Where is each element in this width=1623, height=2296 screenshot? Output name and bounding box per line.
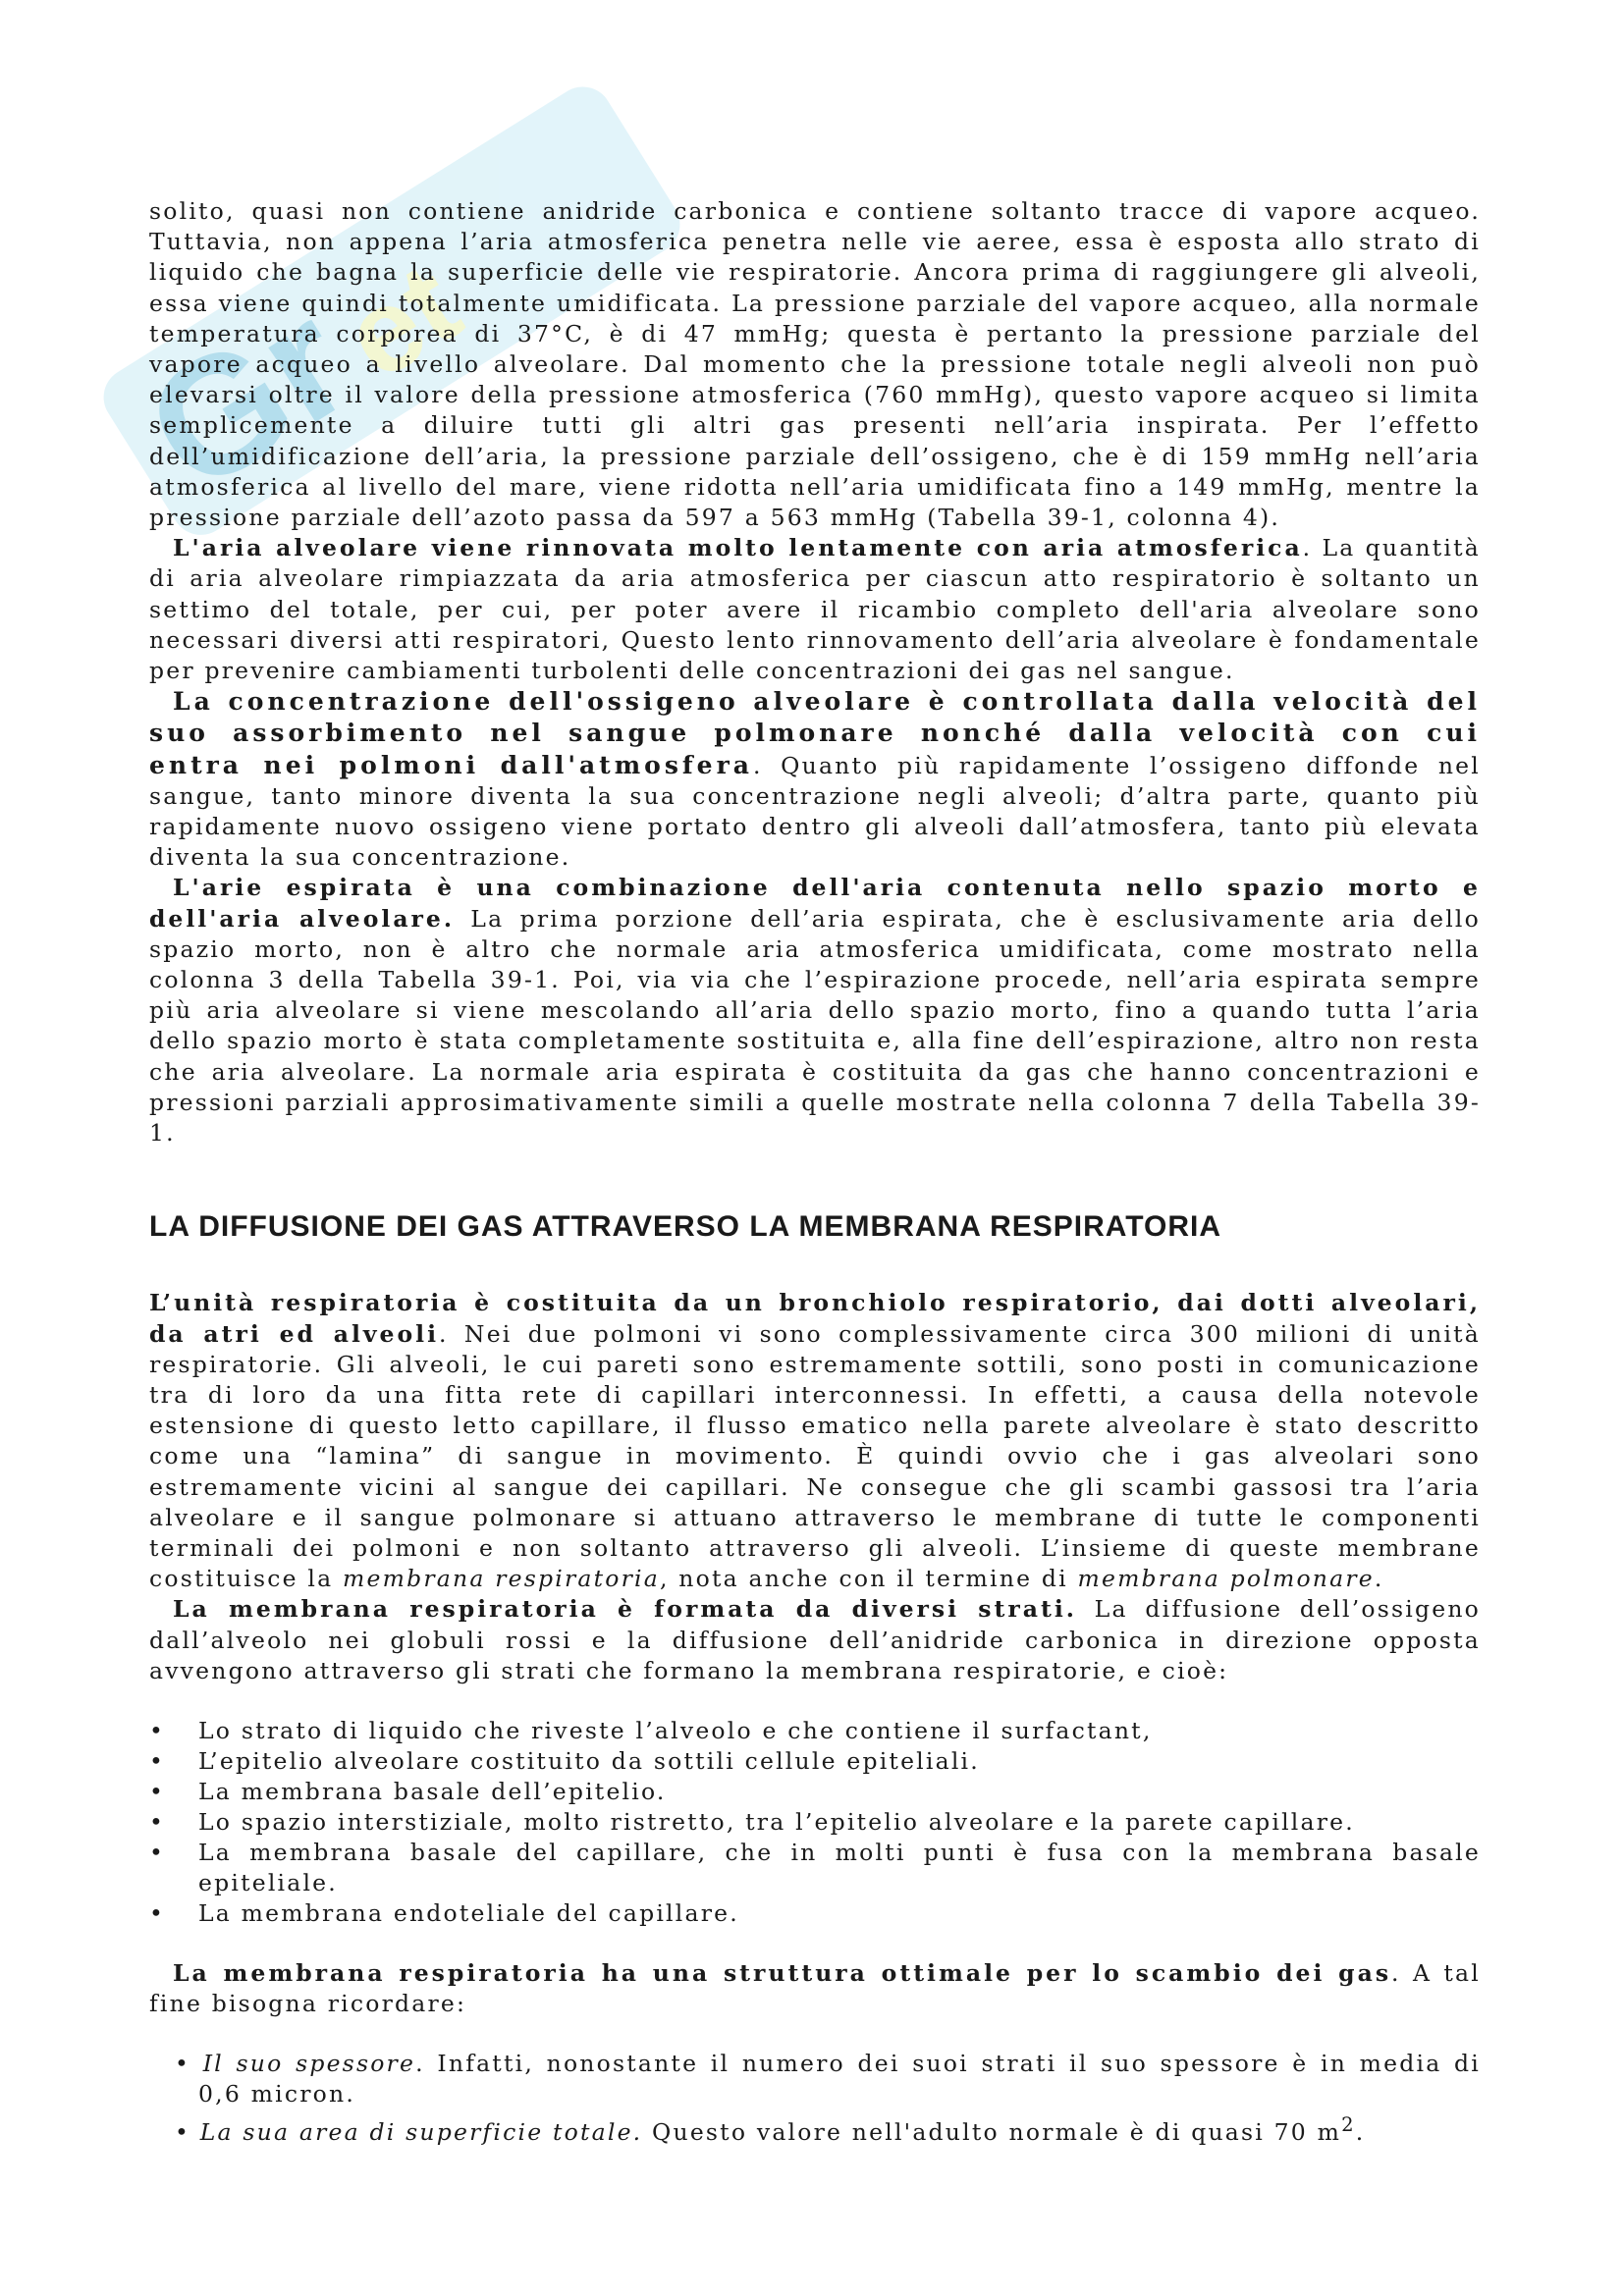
paragraph-oxygen-concentration — [149, 686, 1481, 873]
svg-text:et: et — [322, 237, 482, 404]
list-item: • Il suo spessore. Infatti, nonostante il numero dei suoi strati il suo spessore è in media di 0,6 micron. — [175, 2050, 1481, 2109]
paragraph-text: . — [1374, 1565, 1384, 1593]
list-item: • Lo strato di liquido che riveste l’alveolo e che contiene il surfactant, — [149, 1716, 1481, 1746]
paragraph-text: , nota anche con il termine di — [659, 1565, 1078, 1593]
list-item: • La sua area di superficie totale. Questo valore nell'adulto normale è di quasi 70 $m^2$. — [175, 2113, 1366, 2147]
layers-list — [149, 1716, 1481, 1929]
paragraph-optimal-structure — [149, 1958, 1481, 2019]
paragraph-text: La diffusione dell’ossigeno dall’alveolo nei globuli rossi e la diffusione dell’anidride carbonica in direzione opposta avvengono attraverso gli strati che formano la membrana respiratorie, e cioè: — [149, 1595, 1482, 1684]
list-item: • La membrana basale del capillare, che in molti punti è fusa con la membrana basale epiteliale. — [149, 1838, 1481, 1898]
superscript: 2 — [1341, 2113, 1356, 2137]
svg-text:Gr: Gr — [116, 266, 381, 528]
list-item: • L’epitelio alveolare costituito da sottili cellule epiteliali. — [149, 1746, 1481, 1777]
note-text: Questo valore nell'adulto normale è di quasi 70 m — [642, 2118, 1342, 2147]
bold-lead: L’unità respiratoria è costituita da un bronchiolo respiratorio, dai dotti alveolari, da atri ed alveoli — [149, 1289, 1481, 1348]
paragraph-text: . A tal fine bisogna ricordare: — [149, 1958, 1481, 2018]
paragraph-text: . Nei due polmoni vi sono complessivamente circa 300 milioni di unità respiratorie. Gli alveoli, le cui pareti sono estremamente sottili, sono posti in comunicazione tra di loro da una fitta rete di capillari interconnessi. In effetti, a causa della notevole estensione di questo letto capillare, il flusso ematico nella parete alveolare è stato descritto come una “lamina” di sangue in movimento. È quindi ovvio che i gas alveolari sono estremamente vicini al sangue dei capillari. Ne consegue che gli scambi gassosi tra l’aria alveolare e il sangue polmonare si attuano attraverso le membrane di tutte le componenti terminali dei polmoni e non soltanto attraverso gli alveoli. L’insieme di queste membrane costituisce la — [149, 1319, 1482, 1593]
paragraph-alveolar-renewal — [149, 533, 1481, 686]
paragraph-text: . Quanto più rapidamente l’ossigeno diffonde nel sangue, tanto minore diventa la sua concentrazione negli alveoli; d’altra parte, quanto più rapidamente nuovo ossigeno viene portato dentro gli alveoli dall’atmosfera, tanto più elevata diventa la sua concentrazione. — [149, 751, 1481, 872]
bold-lead: L'arie espirata è una combinazione dell'aria contenuta nello spazio morto e dell'aria alveolare. — [149, 874, 1481, 933]
italic-term: La sua area di superficie totale. — [199, 2118, 643, 2147]
italic-term: membrana respiratoria — [343, 1565, 660, 1593]
note-text: . Infatti, nonostante il numero dei suoi strati il suo spessore è in media di 0,6 micron. — [198, 2050, 1481, 2109]
paragraph-expired-air — [149, 873, 1481, 1148]
paragraph-text: . La quantità di aria alveolare rimpiazzata da aria atmosferica per ciascun atto respiratorio è soltanto un settimo del totale, per cui, per poter avere il ricambio completo dell'aria alveolare sono necessari diversi atti respiratori, Questo lento rinnovamento dell’aria alveolare è fondamentale per prevenire cambiamenti turbolenti delle concentrazioni dei gas nel sangue. — [149, 534, 1481, 685]
list-item: • La membrana endoteliale del capillare. — [149, 1898, 1481, 1929]
list-item: • La membrana basale dell’epitelio. — [149, 1777, 1481, 1807]
paragraph-membrane-layers — [149, 1594, 1481, 1686]
notes-list — [149, 2049, 1481, 2148]
paragraph-text: La prima porzione dell’aria espirata, che è esclusivamente aria dello spazio morto, non è altro che normale aria atmosferica umidificata, come mostrato nella colonna 3 della Tabella 39-1. Poi, via via che l’espirazione procede, nell’aria espirata sempre più aria alveolare si viene mescolando all’aria dello spazio morto, fino a quando tutta l’aria dello spazio morto è stata completamente sostituita e, alla fine dell’espirazione, altro non resta che aria alveolare. La normale aria espirata è costituita da gas che hanno concentrazioni e pressioni parziali approsimativamente simili a quelle mostrate nella colonna 7 della Tabella 39-1. — [149, 904, 1481, 1148]
paragraph-respiratory-unit — [149, 1288, 1481, 1594]
bold-lead: La membrana respiratoria ha una struttura ottimale per lo scambio dei gas — [173, 1958, 1392, 1987]
note-text: . — [1355, 2118, 1366, 2147]
bold-lead: La membrana respiratoria è formata da diversi strati. — [173, 1595, 1077, 1624]
document-page — [149, 196, 1481, 2148]
list-item: • Lo spazio interstiziale, molto ristretto, tra l’epitelio alveolare e la parete capillare. — [149, 1807, 1481, 1838]
section-heading: LA DIFFUSIONE DEI GAS ATTRAVERSO LA MEMBRANA RESPIRATORIA — [149, 1210, 1222, 1244]
bold-lead: La concentrazione dell'ossigeno alveolare è controllata dalla velocità del suo assorbimento nel sangue polmonare nonché dalla velocità con cui entra nei polmoni dall'atmosfera — [149, 687, 1481, 779]
paragraph-humidification: solito, quasi non contiene anidride carbonica e contiene soltanto tracce di vapore acqueo. Tuttavia, non appena l’aria atmosferica penetra nelle vie aeree, essa è esposta allo strato di liquido che bagna la superficie delle vie respiratorie. Ancora prima di raggiungere gli alveoli, essa viene quindi totalmente umidificata. La pressione parziale del vapore acqueo, alla normale temperatura corporea di 37°C, è di 47 mmHg; questa è pertanto la pressione parziale del vapore acqueo a livello alveolare. Dal momento che la pressione totale negli alveoli non può elevarsi oltre il valore della pressione atmosferica (760 mmHg), questo vapore acqueo si limita semplicemente a diluire tutti gli altri gas presenti nell’aria inspirata. Per l’effetto dell’umidificazione dell’aria, la pressione parziale dell’ossigeno, che è di 159 mmHg nell’aria atmosferica al livello del mare, viene ridotta nell’aria umidificata fino a 149 mmHg, mentre la pressione parziale dell’azoto passa da 597 a 563 mmHg (Tabella 39-1, colonna 4). — [149, 197, 1481, 532]
italic-term: membrana polmonare — [1077, 1565, 1375, 1593]
italic-term: Il suo spessore — [202, 2050, 416, 2078]
bold-lead: L'aria alveolare viene rinnovata molto lentamente con aria atmosferica — [173, 534, 1303, 562]
